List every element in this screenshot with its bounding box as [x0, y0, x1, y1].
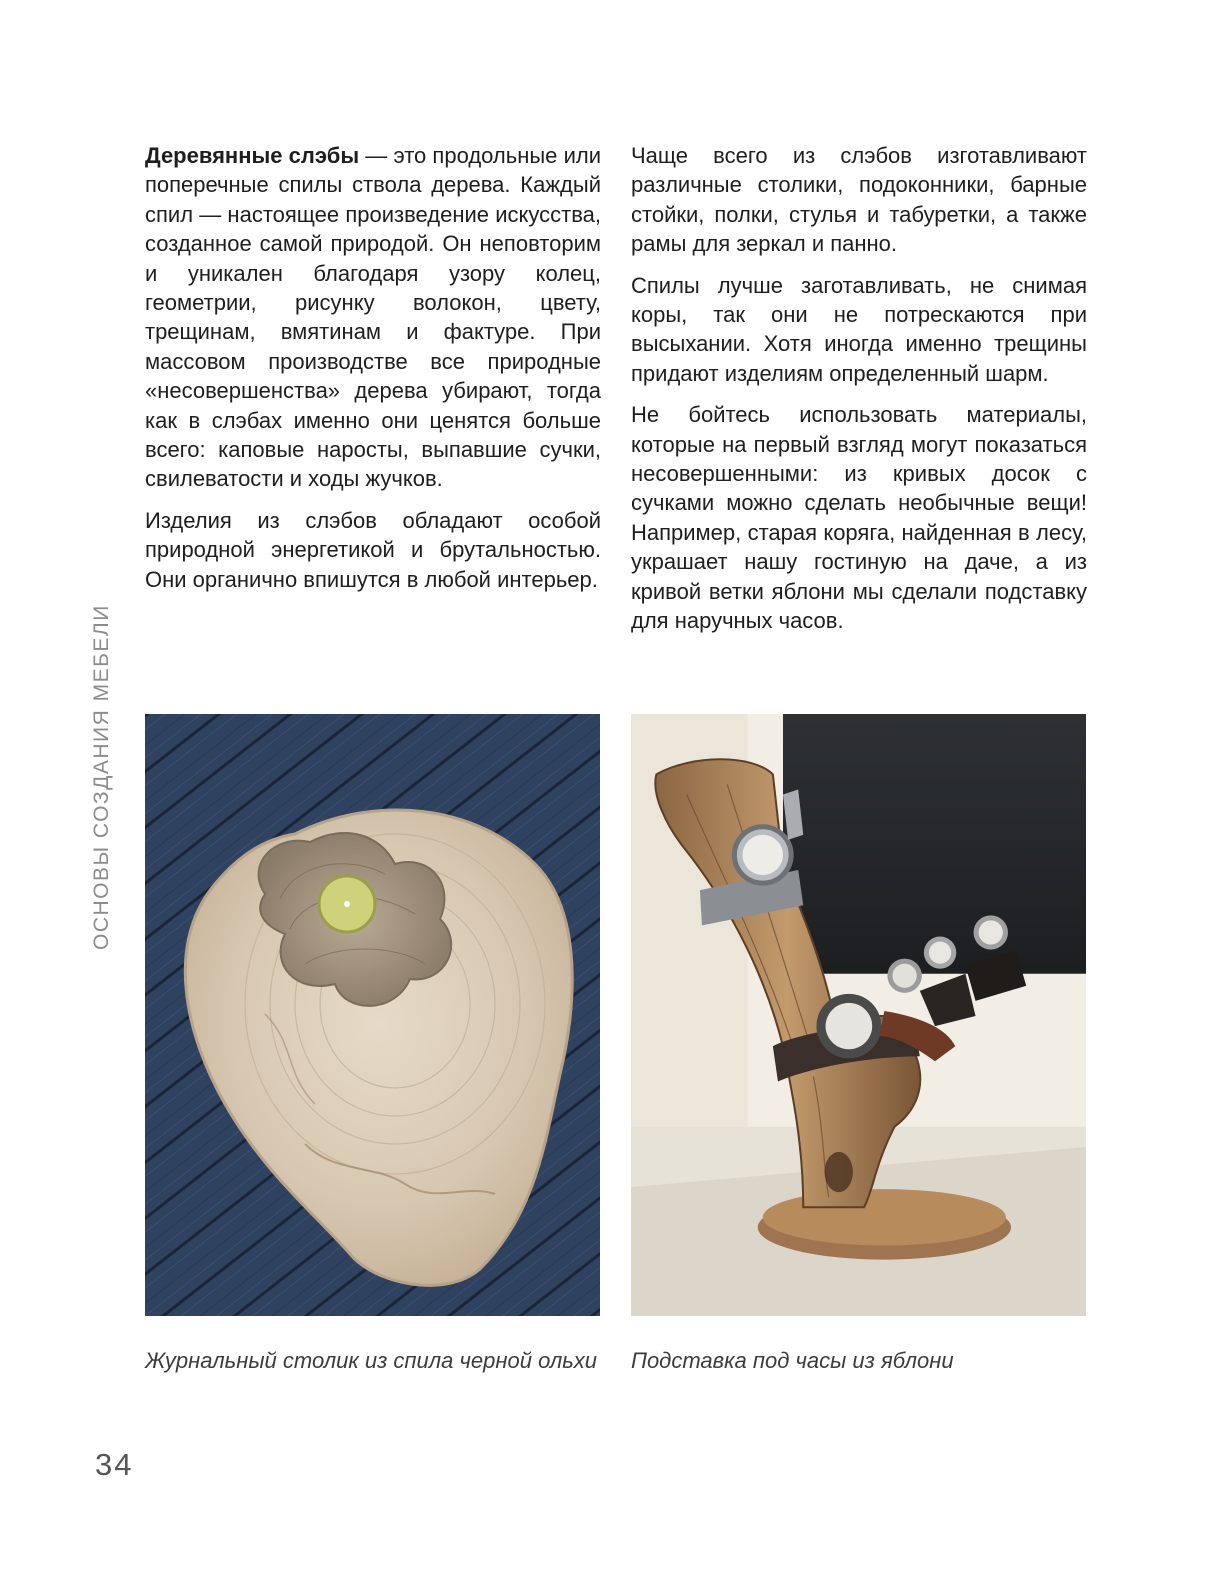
paragraph-slabs-energy: Изделия из слэбов обладают особой природной энергетикой и брутальностью. Они органично впишутся в любой интерьер. — [145, 507, 601, 592]
paragraph-imperfect-materials: Не бойтесь использовать материалы, которые на первый взгляд могут показаться несовершенными: из кривых досок с сучками можно сделать необычные вещи! Например, старая коряга, найденная в лесу, украшает нашу гостиную на даче, а из кривой ветки яблони мы сделали подставку для наручных часов. — [631, 402, 1087, 634]
paragraph-slabs-definition — [145, 141, 601, 494]
running-section-title: ОСНОВЫ СОЗДАНИЯ МЕБЕЛИ — [90, 604, 113, 950]
lead-term: Деревянные слэбы — [145, 143, 360, 168]
paragraph-slab-uses: Чаще всего из слэбов изготавливают различные столики, подоконники, барные стойки, полки, стулья и табуретки, а также рамы для зеркал и панно. — [631, 143, 1087, 257]
paragraph-text: — это продольные или поперечные спилы ствола дерева. Каждый спил — настоящее произведение искусства, созданное самой природой. Он неповторим и уникален благодаря узору колец, геометрии, рисунку волокон, цвету, трещинам, вмятинам и фактуре. При массовом производстве все природные «несовершенства» дерева убирают, тогда как в слэбах именно они ценятся больше всего: каповые наросты, выпавшие сучки, свилеватости и ходы жучков. — [145, 143, 601, 492]
photo-alder-coffee-table — [145, 714, 600, 1316]
page-number: 34 — [95, 1447, 134, 1482]
photo-apple-watch-stand — [631, 714, 1086, 1316]
text-column-left — [145, 141, 601, 606]
caption-coffee-table: Журнальный столик из спила черной ольхи — [145, 1348, 598, 1373]
paragraph-harvesting-tip: Спилы лучше заготавливать, не снимая коры, так они не потрескаются при высыхании. Хотя иногда именно трещины придают изделиям определенный шарм. — [631, 272, 1087, 386]
text-column-right — [631, 141, 1087, 648]
caption-watch-stand: Подставка под часы из яблони — [631, 1348, 954, 1373]
